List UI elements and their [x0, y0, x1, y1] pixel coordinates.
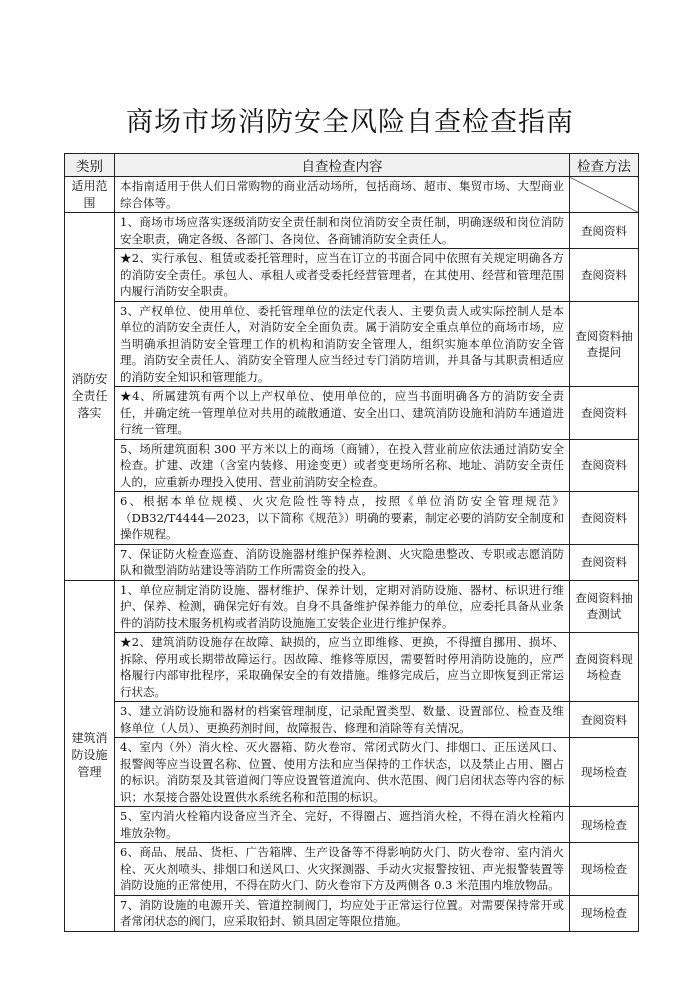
page-title: 商场市场消防安全风险自查检查指南: [126, 107, 574, 138]
table-row: [65, 895, 639, 931]
table-row: [65, 387, 639, 440]
table-row: [65, 301, 639, 387]
item-method: 查阅资料现场检查: [570, 633, 639, 702]
item-method: 查阅资料: [570, 544, 639, 580]
item-content: 1、单位应制定消防设施、器材维护、保养计划，定期对消防设施、器材、标识进行维护、保养、检测，确保完好有效。自身不具备维护保养能力的单位，应委托具备从业条件的消防技术服务机构或者消防设施施工安装企业进行维护保养。: [115, 580, 570, 633]
item-method: 查阅资料: [570, 702, 639, 738]
header-method: 检查方法: [570, 154, 639, 177]
item-content: 7、保证防火检查巡查、消防设施器材维护保养检测、火灾隐患整改、专职或志愿消防队和微型消防站建设等消防工作所需资金的投入。: [115, 544, 570, 580]
item-content: 1、商场市场应落实逐级消防安全责任制和岗位消防安全责任制，明确逐级和岗位消防安全职责，确定各级、各部门、各岗位、各商铺消防安全责任人。: [115, 213, 570, 249]
table-row: [65, 213, 639, 249]
scope-category: 适用范围: [65, 177, 115, 213]
item-method: 查阅资料: [570, 387, 639, 440]
item-content: ★4、所属建筑有两个以上产权单位、使用单位的，应当书面明确各方的消防安全责任，并确定统一管理单位对共用的疏散通道、安全出口、建筑消防设施和消防车通道进行统一管理。: [115, 387, 570, 440]
item-content: 5、场所建筑面积 300 平方米以上的商场（商铺），在投入营业前应依法通过消防安全检查。扩建、改建（含室内装修、用途变更）或者变更场所名称、地址、消防安全责任人的，应重新办理投入使用、营业前消防安全检查。: [115, 439, 570, 492]
table-row: [65, 702, 639, 738]
item-content: 3、产权单位、使用单位、委托管理单位的法定代表人、主要负责人或实际控制人是本单位的消防安全责任人，对消防安全全面负责。属于消防安全重点单位的商场市场，应当明确承担消防安全管理工作的机构和消防安全管理人，组织实施本单位消防安全管理。消防安全责任人、消防安全管理人应当经过专门消防培训，并具备与其职责相适应的消防安全知识和管理能力。: [115, 301, 570, 387]
category-responsibility: 消防安全责任落实: [65, 213, 115, 581]
table-row: [65, 738, 639, 807]
header-row: [65, 154, 639, 177]
scope-method-empty: [570, 177, 639, 213]
item-method: 现场检查: [570, 843, 639, 896]
table-row: [65, 633, 639, 702]
table-row: [65, 439, 639, 492]
item-method: 现场检查: [570, 807, 639, 843]
checklist-table: [64, 153, 639, 932]
scope-content: 本指南适用于供人们日常购物的商业活动场所，包括商场、超市、集贸市场、大型商业综合体等。: [115, 177, 570, 213]
scope-row: [65, 177, 639, 213]
item-content: 6、根据本单位规模、火灾危险性等特点，按照《单位消防安全管理规范》（DB32/T4444—2023，以下简称《规范》）明确的要素，制定必要的消防安全制度和操作规程。: [115, 492, 570, 545]
item-content: ★2、建筑消防设施存在故障、缺损的，应当立即维修、更换，不得擅自挪用、损坏、拆除、停用或长期带故障运行。因故障、维修等原因，需要暂时停用消防设施的，应严格履行内部审批程序，采取确保安全的有效措施。维修完成后，应当立即恢复到正常运行状态。: [115, 633, 570, 702]
item-method: 查阅资料抽查提问: [570, 301, 639, 387]
item-content: 7、消防设施的电源开关、管道控制阀门，均应处于正常运行位置。对需要保持常开或者常闭状态的阀门，应采取铅封、锁具固定等限位措施。: [115, 895, 570, 931]
table-row: [65, 249, 639, 302]
item-method: 查阅资料: [570, 213, 639, 249]
header-content: 自查检查内容: [115, 154, 570, 177]
item-content: 6、商品、展品、货柜、广告箱牌、生产设备等不得影响防火门、防火卷帘、室内消火栓、灭火剂喷头、排烟口和送风口、火灾探测器、手动火灾报警按钮、声光报警装置等消防设施的正常使用，不得在防火门、防火卷帘下方及两侧各 0.3 米范围内堆放物品。: [115, 843, 570, 896]
item-method: 查阅资料抽查测试: [570, 580, 639, 633]
item-content: ★2、实行承包、租赁或委托管理时，应当在订立的书面合同中依照有关规定明确各方的消防安全责任。承包人、承租人或者受委托经营管理者，在其使用、经营和管理范围内履行消防安全职责。: [115, 249, 570, 302]
item-content: 4、室内（外）消火栓、灭火器箱、防火卷帘、常闭式防火门、排烟口、正压送风口、报警阀等应当设置名称、位置、使用方法和应当保持的工作状态，以及禁止占用、圈占的标识。消防泵及其管道阀门等应设置管道流向、供水范围、阀门启闭状态等内容的标识；水泵接合器处设置供水系统名称和范围的标识。: [115, 738, 570, 807]
item-content: 3、建立消防设施和器材的档案管理制度，记录配置类型、数量、设置部位、检查及维修单位（人员）、更换药剂时间，故障报告、修理和消除等有关情况。: [115, 702, 570, 738]
table-row: [65, 492, 639, 545]
header-category: 类别: [65, 154, 115, 177]
table-row: [65, 544, 639, 580]
table-row: [65, 807, 639, 843]
item-method: 现场检查: [570, 895, 639, 931]
category-facilities: 建筑消防设施管理: [65, 580, 115, 931]
item-method: 查阅资料: [570, 492, 639, 545]
item-method: 查阅资料: [570, 249, 639, 302]
table-row: [65, 580, 639, 633]
item-content: 5、室内消火栓箱内设备应当齐全、完好，不得圈占、遮挡消火栓，不得在消火栓箱内堆放杂物。: [115, 807, 570, 843]
item-method: 现场检查: [570, 738, 639, 807]
table-row: [65, 843, 639, 896]
item-method: 查阅资料: [570, 439, 639, 492]
